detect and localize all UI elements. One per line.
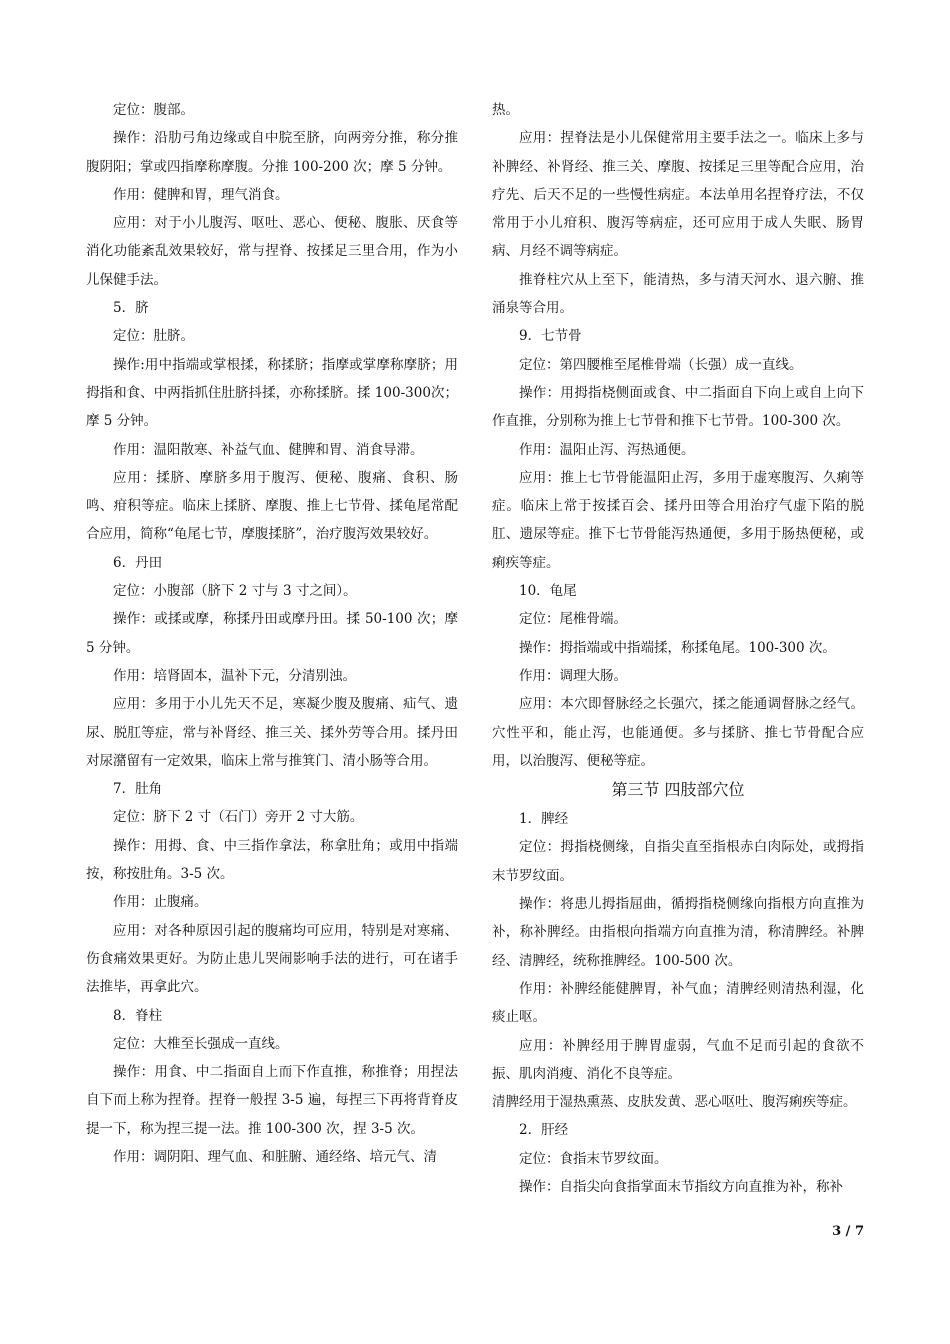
paragraph: 定位：食指末节罗纹面。 bbox=[519, 1150, 668, 1167]
paragraph: 定位：第四腰椎至尾椎骨端（长强）成一直线。 bbox=[519, 356, 803, 373]
paragraph: 操作：用拇、食、中三指作拿法，称拿肚角；或用中指端按，称按肚角。3-5 次。 bbox=[86, 837, 458, 883]
paragraph: 应用：补脾经用于脾胃虚弱，气血不足而引起的食欲不振、肌肉消瘦、消化不良等症。 bbox=[492, 1037, 864, 1082]
paragraph: 操作：沿肋弓角边缘或自中脘至脐，向两旁分推，称分推腹阴阳；掌或四指摩称摩腹。分推 100-200 次；摩 5 分钟。 bbox=[86, 130, 458, 175]
right-column bbox=[492, 96, 864, 1201]
paragraph: 定位：拇指桡侧缘，自指尖直至指根赤白肉际处，或拇指末节罗纹面。 bbox=[492, 839, 864, 884]
left-column bbox=[86, 96, 458, 1171]
paragraph: 应用：捏脊法是小儿保健常用主要手法之一。临床上多与补脾经、补肾经、推三关、摩腹、按揉足三里等配合应用，治疗先、后天不足的一些慢性病症。本法单用名捏脊疗法，不仅常用于小儿疳积、腹泻等病症，还可应用于成人失眠、肠胃病、月经不调等病症。 bbox=[492, 130, 864, 260]
paragraph: 定位：尾椎骨端。 bbox=[519, 611, 627, 628]
paragraph: 操作：拇指端或中指端揉，称揉龟尾。100-300 次。 bbox=[519, 639, 836, 656]
paragraph: 作用：调阴阳、理气血、和脏腑、通经络、培元气、清 bbox=[113, 1148, 437, 1165]
paragraph: 作用：健脾和胃，理气消食。 bbox=[113, 186, 289, 203]
paragraph: 作用：调理大肠。 bbox=[519, 667, 627, 684]
acupoint-heading: 2．肝经 bbox=[519, 1122, 569, 1139]
paragraph: 定位：小腹部（脐下 2 寸与 3 寸之间）。 bbox=[113, 583, 357, 600]
acupoint-heading: 1．脾经 bbox=[519, 811, 569, 828]
paragraph: 定位：大椎至长强成一直线。 bbox=[113, 1035, 289, 1052]
paragraph: 作用：培肾固本，温补下元，分清别浊。 bbox=[113, 667, 356, 684]
paragraph: 作用：补脾经能健脾胃，补气血；清脾经则清热利湿，化痰止呕。 bbox=[492, 980, 864, 1026]
paragraph: 应用：对各种原因引起的腹痛均可应用，特别是对寒痛、伤食痛效果更好。为防止患儿哭闹影响手法的进行，可在诸手法推毕，再拿此穴。 bbox=[86, 922, 458, 996]
paragraph: 定位：肚脐。 bbox=[113, 328, 194, 345]
paragraph: 操作：用食、中二指面自上而下作直推，称推脊；用捏法自下而上称为捏脊。捏脊一般捏 3-5 遍，每捏三下再将背脊皮提一下，称为捏三提一法。推 100-300 次，捏 3-5 次。 bbox=[86, 1064, 458, 1137]
acupoint-heading: 8．脊柱 bbox=[113, 1007, 163, 1024]
paragraph: 热。 bbox=[492, 102, 519, 118]
section-title: 第三节 四肢部穴位 bbox=[611, 780, 745, 800]
paragraph: 操作：自指尖向食指掌面末节指纹方向直推为补，称补 bbox=[519, 1178, 843, 1195]
paragraph: 应用：揉脐、摩脐多用于腹泻、便秘、腹痛、食积、肠鸣、疳积等症。临床上揉脐、摩腹、推上七节骨、揉龟尾常配合应用，简称“龟尾七节，摩腹揉脐”，治疗腹泻效果较好。 bbox=[86, 469, 458, 543]
paragraph: 应用：本穴即督脉经之长强穴，揉之能通调督脉之经气。穴性平和，能止泻，也能通便。多与揉脐、推七节骨配合应用，以治腹泻、便秘等症。 bbox=[492, 696, 864, 769]
paragraph: 操作：将患儿拇指屈曲，循拇指桡侧缘向指根方向直推为补，称补脾经。由指根向指端方向直推为清，称清脾经。补脾经、清脾经，统称推脾经。100-500 次。 bbox=[492, 896, 864, 969]
paragraph: 定位：脐下 2 寸（石门）旁开 2 寸大筋。 bbox=[113, 809, 364, 826]
acupoint-heading: 10．龟尾 bbox=[519, 583, 577, 600]
paragraph: 作用：温阳散寒、补益气血、健脾和胃、消食导滞。 bbox=[113, 441, 424, 458]
paragraph: 操作:用中指端或掌根揉，称揉脐；指摩或掌摩称摩脐；用拇指和食、中两指抓住肚脐抖揉，亦称揉脐。揉 100-300次；摩 5 分钟。 bbox=[86, 356, 458, 430]
acupoint-heading: 9．七节骨 bbox=[519, 328, 582, 345]
paragraph: 应用：推上七节骨能温阳止泻，多用于虚寒腹泻、久痢等症。临床上常于按揉百会、揉丹田等合用治疗气虚下陷的脱肛、遗尿等症。推下七节骨能泻热通便，多用于肠热便秘，或痢疾等症。 bbox=[492, 469, 864, 571]
paragraph: 清脾经用于湿热熏蒸、皮肤发黄、恶心呕吐、腹泻痢疾等症。 bbox=[492, 1094, 857, 1111]
paragraph: 应用：多用于小儿先天不足，寒凝少腹及腹痛、疝气、遗尿、脱肛等症，常与补肾经、推三关、揉外劳等合用。揉丹田对尿潴留有一定效果，临床上常与推箕门、清小肠等合用。 bbox=[86, 696, 458, 769]
paragraph: 作用：止腹痛。 bbox=[113, 894, 208, 911]
paragraph: 作用：温阳止泻、泻热通便。 bbox=[519, 441, 695, 458]
paragraph: 操作：或揉或摩，称揉丹田或摩丹田。揉 50-100 次；摩 5 分钟。 bbox=[86, 611, 458, 656]
paragraph: 推脊柱穴从上至下，能清热，多与清天河水、退六腑、推涌泉等合用。 bbox=[492, 271, 864, 317]
paragraph: 操作：用拇指桡侧面或食、中二指面自下向上或自上向下作直推，分别称为推上七节骨和推下七节骨。100-300 次。 bbox=[492, 384, 864, 430]
paragraph: 定位：腹部。 bbox=[113, 102, 194, 118]
paragraph: 应用：对于小儿腹泻、呕吐、恶心、便秘、腹胀、厌食等消化功能紊乱效果较好，常与捏脊、按揉足三里合用，作为小儿保健手法。 bbox=[86, 215, 458, 288]
acupoint-heading: 7．肚角 bbox=[113, 781, 163, 798]
acupoint-heading: 6．丹田 bbox=[113, 554, 163, 571]
page-number: 3 / 7 bbox=[832, 1224, 864, 1239]
acupoint-heading: 5．脐 bbox=[113, 300, 149, 317]
